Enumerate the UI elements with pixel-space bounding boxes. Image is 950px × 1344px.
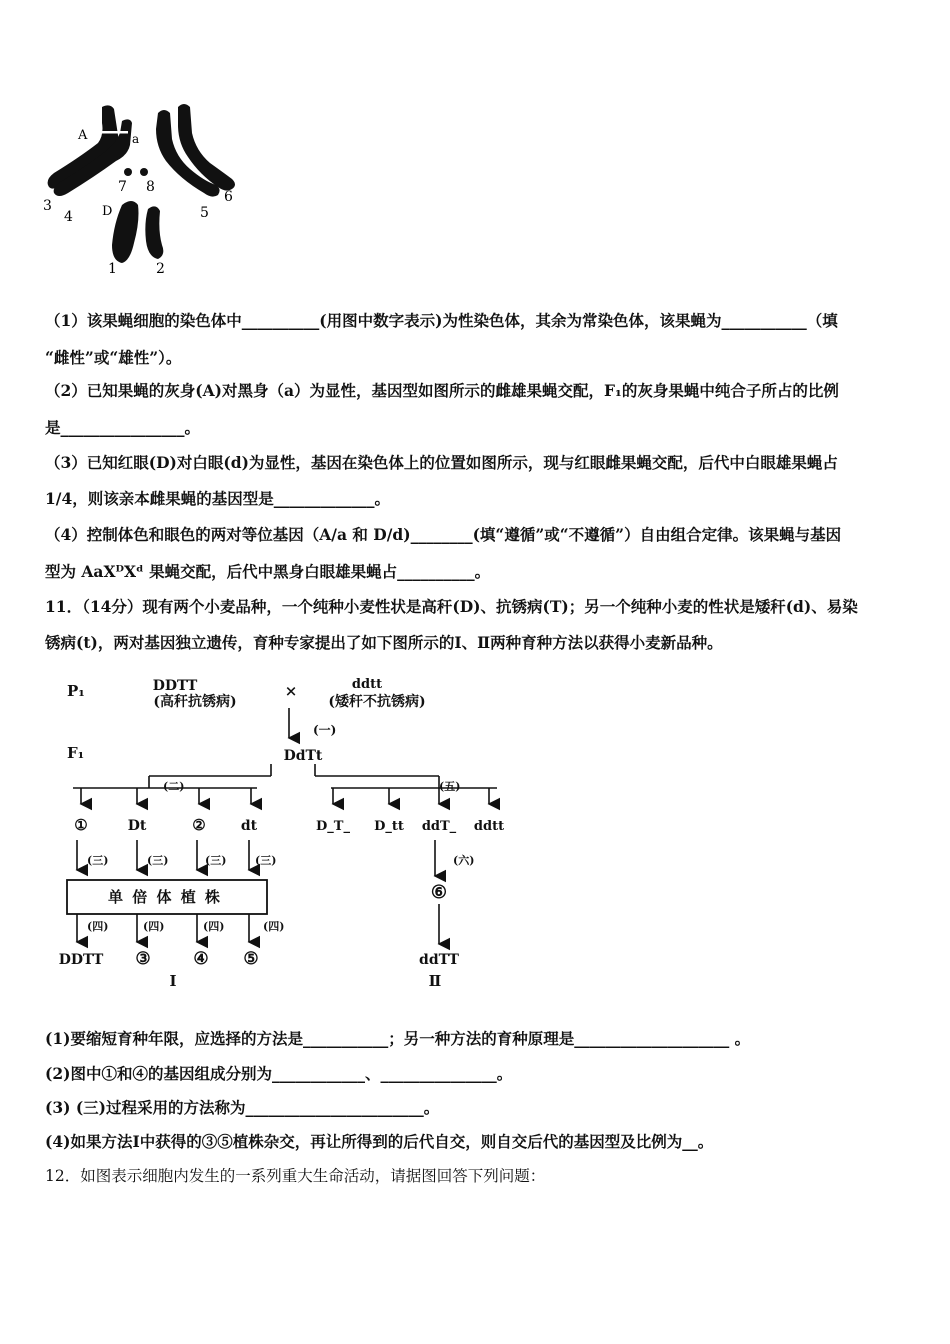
- label-7: 7: [118, 179, 127, 195]
- parent2-trait: (矮秆不抗锈病): [328, 694, 426, 710]
- q11-subq4: (4)如果方法Ⅰ中获得的③⑤植株杂交，再让所得到的后代自交，则自交后代的基因型及比例为__。: [45, 1132, 714, 1151]
- chromosome-2: [145, 206, 163, 259]
- centromere-dot-8: [140, 168, 148, 176]
- step-2-label: (二): [163, 780, 185, 793]
- step-6-label: (六): [453, 854, 475, 867]
- method-I-label: Ⅰ: [169, 972, 177, 990]
- gamete-Dt: Dt: [127, 818, 147, 834]
- centromere-dot-7: [124, 168, 132, 176]
- label-8: 8: [146, 179, 155, 195]
- label-A: A: [78, 128, 88, 143]
- label-a: a: [132, 132, 140, 146]
- label-P1: P₁: [67, 682, 85, 700]
- label-5: 5: [200, 205, 209, 221]
- q10-part4-line1: （4）控制体色和眼色的两对等位基因（A/a 和 D/d)________(填“遵循”或“不遵循”）自由组合定律。该果蝇与基因: [45, 525, 842, 544]
- chromosome-1: [112, 201, 139, 263]
- breeding-diagram: [55, 672, 525, 997]
- parent2-genotype: ddtt: [351, 677, 383, 692]
- label-4: 4: [64, 209, 73, 225]
- result-ddTT: ddTT: [419, 952, 459, 968]
- gamete-2: ②: [192, 816, 206, 834]
- step-5-label: (五): [439, 780, 461, 793]
- q10-part3-line2: 1/4，则该亲本雌果蝇的基因型是_____________。: [45, 489, 390, 508]
- parent1-genotype: DDTT: [152, 678, 198, 694]
- step-4-label-4: (四): [263, 920, 285, 933]
- q10-part2-line1: （2）已知果蝇的灰身(A)对黑身（a）为显性，基因型如图所示的雌雄果蝇交配，F₁的灰身果蝇中纯合子所占的比例: [45, 381, 839, 400]
- label-3: 3: [43, 198, 52, 214]
- step-3-label-1: (三): [87, 854, 109, 867]
- step-4-label-1: (四): [87, 920, 109, 933]
- method-II-label: Ⅱ: [428, 972, 442, 990]
- gamete-dt: dt: [240, 818, 258, 834]
- f2-type-4: ddtt: [473, 819, 505, 834]
- step-3-label-2: (三): [147, 854, 169, 867]
- q10-part4-line2: 型为 AaXᴰXᵈ 果蝇交配，后代中黑身白眼雄果蝇占__________。: [45, 562, 491, 581]
- label-D: D: [102, 204, 113, 219]
- chromosome-5-6: [156, 104, 235, 197]
- step-3-label-3: (三): [205, 854, 227, 867]
- q11-intro-line1: 11．（14分）现有两个小麦品种，一个纯种小麦性状是高秆(D)、抗锈病(T)；另一个纯种小麦的性状是矮秆(d)、易染: [45, 597, 858, 616]
- label-1: 1: [108, 261, 117, 277]
- f2-type-2: D_tt: [374, 819, 404, 834]
- q11-subq2: (2)图中①和④的基因组成分别为____________、_______________。: [45, 1064, 513, 1083]
- step-1-label: (一): [313, 723, 337, 737]
- label-2: 2: [156, 261, 165, 277]
- chromosome-figure: [40, 95, 250, 285]
- q11-subq1: (1)要缩短育种年限，应选择的方法是___________；另一种方法的育种原理是____________________ 。: [45, 1029, 751, 1048]
- q10-part3-line1: （3）已知红眼(D)对白眼(d)为显性，基因在染色体上的位置如图所示，现与红眼雌果蝇交配，后代中白眼雄果蝇占: [45, 453, 838, 472]
- q10-part1-line2: “雌性”或“雄性”）。: [45, 348, 182, 367]
- product-6: ⑥: [430, 882, 448, 903]
- q11-intro-line2: 锈病(t)，两对基因独立遗传，育种专家提出了如下图所示的Ⅰ、Ⅱ两种育种方法以获得小麦新品种。: [45, 633, 723, 652]
- label-F1: F₁: [67, 744, 85, 762]
- f2-type-3: ddT_: [421, 819, 457, 834]
- q10-part2-line2: 是________________。: [45, 418, 201, 437]
- result-4: ④: [193, 949, 209, 969]
- result-5: ⑤: [243, 949, 259, 969]
- cross-symbol: ×: [284, 682, 298, 700]
- f2-type-1: D_T_: [316, 819, 350, 834]
- step-4-label-3: (四): [203, 920, 225, 933]
- step-4-label-2: (四): [143, 920, 165, 933]
- result-DDTT: DDTT: [58, 952, 104, 968]
- parent1-trait: (高秆抗锈病): [153, 694, 237, 710]
- label-6: 6: [224, 189, 233, 205]
- step-3-label-4: (三): [255, 854, 277, 867]
- result-3: ③: [135, 949, 151, 969]
- q10-part1-line1: （1）该果蝇细胞的染色体中__________(用图中数字表示)为性染色体，其余为常染色体，该果蝇为___________（填: [45, 311, 838, 330]
- haploid-box-label: 单 倍 体 植 株: [108, 888, 222, 906]
- q12-intro: 12．如图表示细胞内发生的一系列重大生命活动，请据图回答下列问题：: [45, 1167, 546, 1185]
- q11-subq3: (3) (三)过程采用的方法称为_______________________。: [45, 1098, 440, 1117]
- f1-genotype: DdTt: [283, 748, 323, 764]
- gamete-1: ①: [74, 816, 88, 834]
